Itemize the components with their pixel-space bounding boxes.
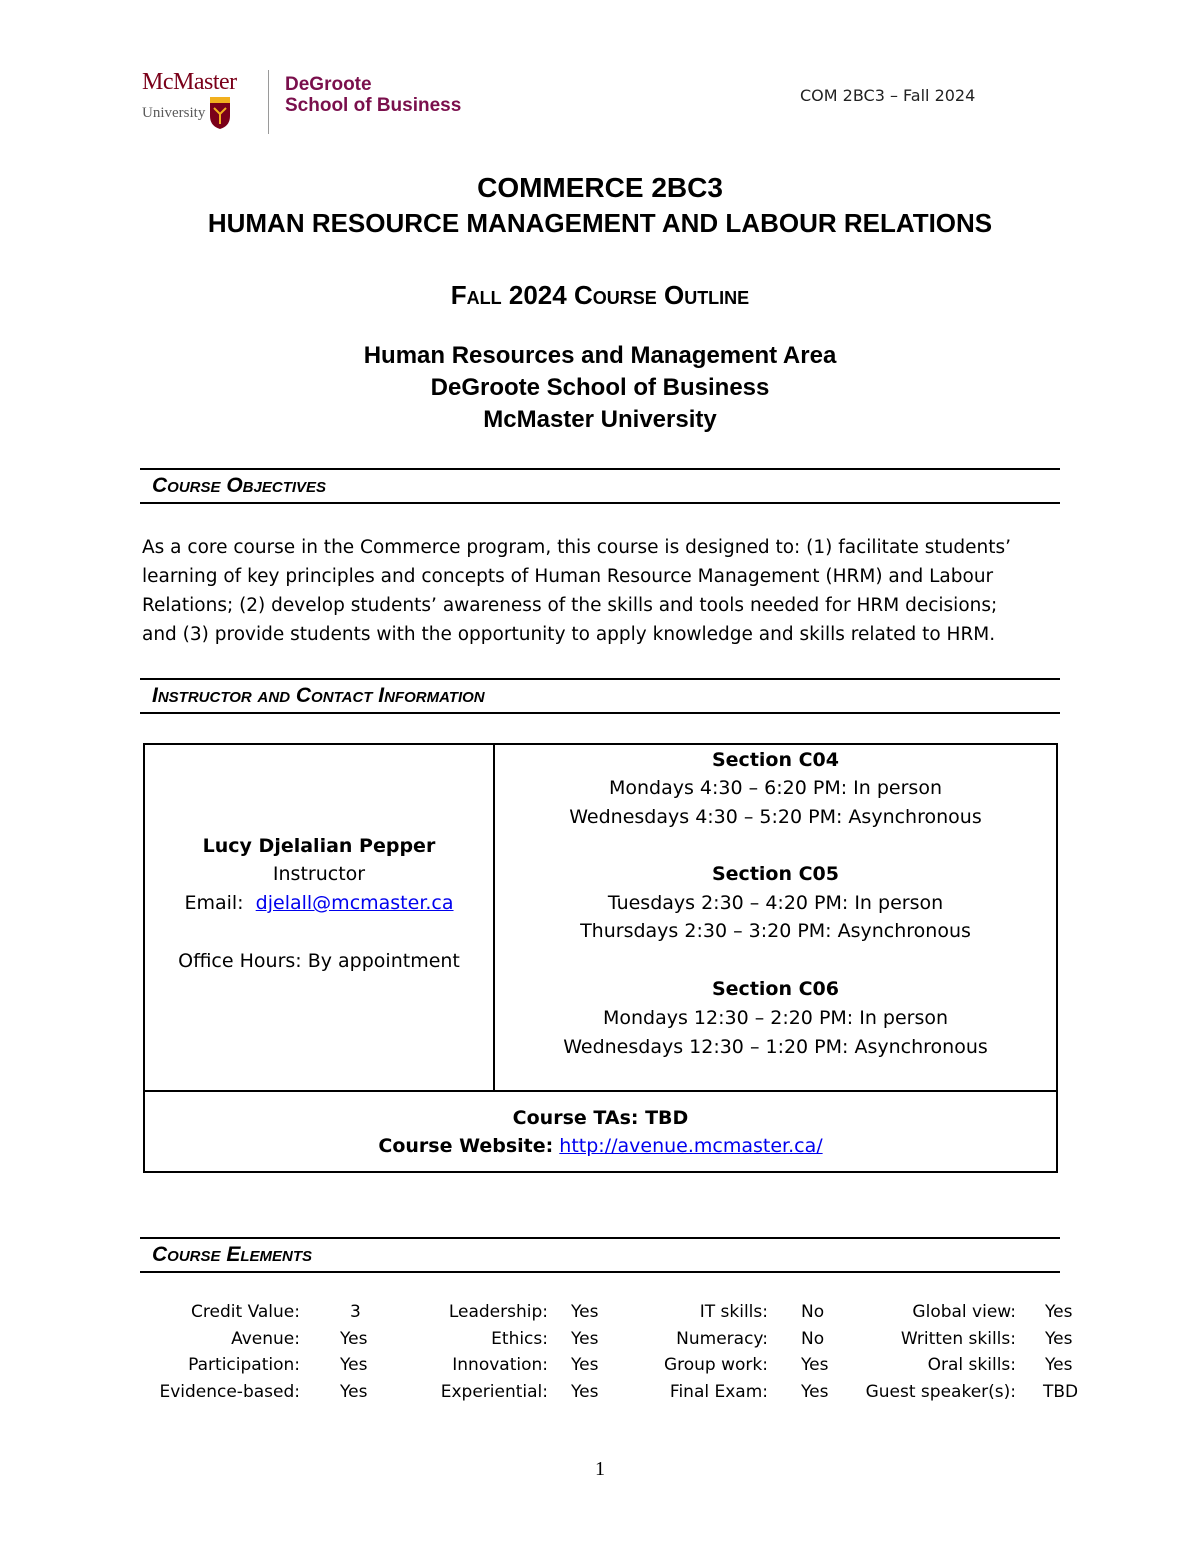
objectives-line: and (3) provide students with the opportunity to apply knowledge and skills related to HRM. — [142, 624, 996, 645]
website-link[interactable]: http://avenue.mcmaster.ca/ — [559, 1135, 823, 1157]
outline-title: Fall 2024 Course Outline — [450, 280, 750, 310]
section-schedule-line: Wednesdays 4:30 – 5:20 PM: Asynchronous — [569, 806, 982, 828]
element-label: Written skills: — [900, 1328, 1016, 1349]
element-label: Final Exam: — [669, 1381, 768, 1402]
element-value: Yes — [571, 1328, 599, 1349]
element-label: Participation: — [188, 1355, 300, 1375]
element-label: Oral skills: — [927, 1355, 1016, 1375]
element-label: Leadership: — [448, 1302, 548, 1322]
course-name-title: HUMAN RESOURCE MANAGEMENT AND LABOUR RELATIONS — [207, 208, 993, 238]
elements-row — [140, 1382, 1080, 1409]
instructor-email-row — [145, 889, 493, 917]
element-value: No — [801, 1328, 825, 1349]
element-label: Guest speaker(s): — [865, 1381, 1016, 1402]
logo-divider — [268, 70, 269, 134]
element-label: Experiential: — [440, 1381, 548, 1402]
instructor-name: Lucy Djelalian Pepper — [202, 835, 436, 857]
logo-degroote-line2: School of Business — [285, 95, 462, 116]
sections-cell — [495, 745, 1056, 1090]
element-value: Yes — [571, 1302, 599, 1322]
elements-row — [140, 1302, 1080, 1329]
email-label: Email: — [184, 892, 244, 914]
element-label: Avenue: — [231, 1328, 300, 1349]
section-schedule-line: Mondays 4:30 – 6:20 PM: In person — [608, 777, 942, 799]
course-website-row — [145, 1132, 1056, 1160]
logo-degroote-line1: DeGroote — [285, 74, 372, 95]
instructor-heading-text: Instructor and Contact Information — [152, 684, 485, 707]
objectives-line: learning of key principles and concepts of Human Resource Management (HRM) and Labour — [142, 566, 994, 587]
element-label: Group work: — [663, 1355, 768, 1375]
objectives-line: Relations; (2) develop students’ awareness of the skills and tools needed for HRM decisions; — [142, 595, 998, 616]
element-value: Yes — [801, 1355, 829, 1375]
section-title: Section C06 — [711, 978, 839, 1000]
mcmaster-wordmark — [142, 70, 260, 130]
objectives-paragraph — [142, 533, 1042, 649]
area-name: Human Resources and Management Area — [363, 342, 837, 369]
element-label: Numeracy: — [676, 1328, 768, 1349]
section-schedule-line: Wednesdays 12:30 – 1:20 PM: Asynchronous — [563, 1036, 988, 1058]
element-label: Ethics: — [491, 1328, 548, 1349]
elements-row — [140, 1329, 1080, 1356]
instructor-role: Instructor — [272, 863, 366, 885]
element-value: Yes — [340, 1355, 368, 1375]
element-value: Yes — [340, 1381, 368, 1402]
objectives-line: As a core course in the Commerce program, this course is designed to: (1) facilitate students’ — [142, 537, 1012, 558]
elements-row — [140, 1355, 1080, 1382]
degroote-wordmark — [285, 70, 461, 116]
page-number: 1 — [595, 1458, 605, 1480]
element-value: Yes — [571, 1381, 599, 1402]
element-value: No — [801, 1302, 825, 1322]
instructor-section-heading — [140, 678, 1060, 714]
school-name: DeGroote School of Business — [430, 374, 770, 401]
course-resources-cell — [145, 1090, 1056, 1171]
element-label: Credit Value: — [191, 1302, 300, 1322]
element-value: Yes — [1045, 1328, 1073, 1349]
instructor-table — [143, 743, 1058, 1173]
crest-icon — [209, 96, 231, 130]
running-head: COM 2BC3 – Fall 2024 — [800, 86, 976, 105]
objectives-section-heading — [140, 468, 1060, 504]
element-label: Global view: — [912, 1302, 1016, 1322]
element-value: Yes — [571, 1355, 599, 1375]
element-value: Yes — [340, 1328, 368, 1349]
element-label: IT skills: — [699, 1302, 768, 1322]
mcmaster-degroote-logo — [142, 70, 461, 134]
logo-university-text: University — [142, 105, 206, 121]
objectives-heading-text: Course Objectives — [152, 474, 327, 497]
instructor-cell — [145, 745, 495, 1090]
email-link[interactable]: djelall@mcmaster.ca — [255, 892, 454, 914]
section-schedule-line: Thursdays 2:30 – 3:20 PM: Asynchronous — [580, 920, 971, 942]
section-schedule-line: Mondays 12:30 – 2:20 PM: In person — [602, 1007, 949, 1029]
elements-heading-text: Course Elements — [152, 1243, 313, 1266]
course-code-title: COMMERCE 2BC3 — [477, 172, 723, 203]
website-label: Course Website: — [378, 1135, 554, 1157]
element-value: 3 — [350, 1302, 361, 1322]
section-title: Section C04 — [711, 749, 839, 771]
element-value: Yes — [801, 1381, 829, 1402]
element-value: Yes — [1045, 1302, 1073, 1322]
affiliation-block — [0, 340, 1200, 436]
element-label: Innovation: — [452, 1355, 548, 1375]
office-hours: Office Hours: By appointment — [178, 950, 460, 972]
section-title: Section C05 — [711, 863, 839, 885]
element-value: Yes — [1045, 1355, 1073, 1375]
logo-mcmaster-text: McMaster — [142, 69, 237, 95]
element-value: TBD — [1043, 1381, 1079, 1402]
elements-section-heading — [140, 1237, 1060, 1273]
course-tas: Course TAs: TBD — [512, 1107, 689, 1129]
university-name: McMaster University — [483, 406, 717, 433]
section-schedule-line: Tuesdays 2:30 – 4:20 PM: In person — [607, 892, 944, 914]
element-label: Evidence-based: — [159, 1381, 300, 1402]
course-elements-grid — [140, 1302, 1080, 1408]
